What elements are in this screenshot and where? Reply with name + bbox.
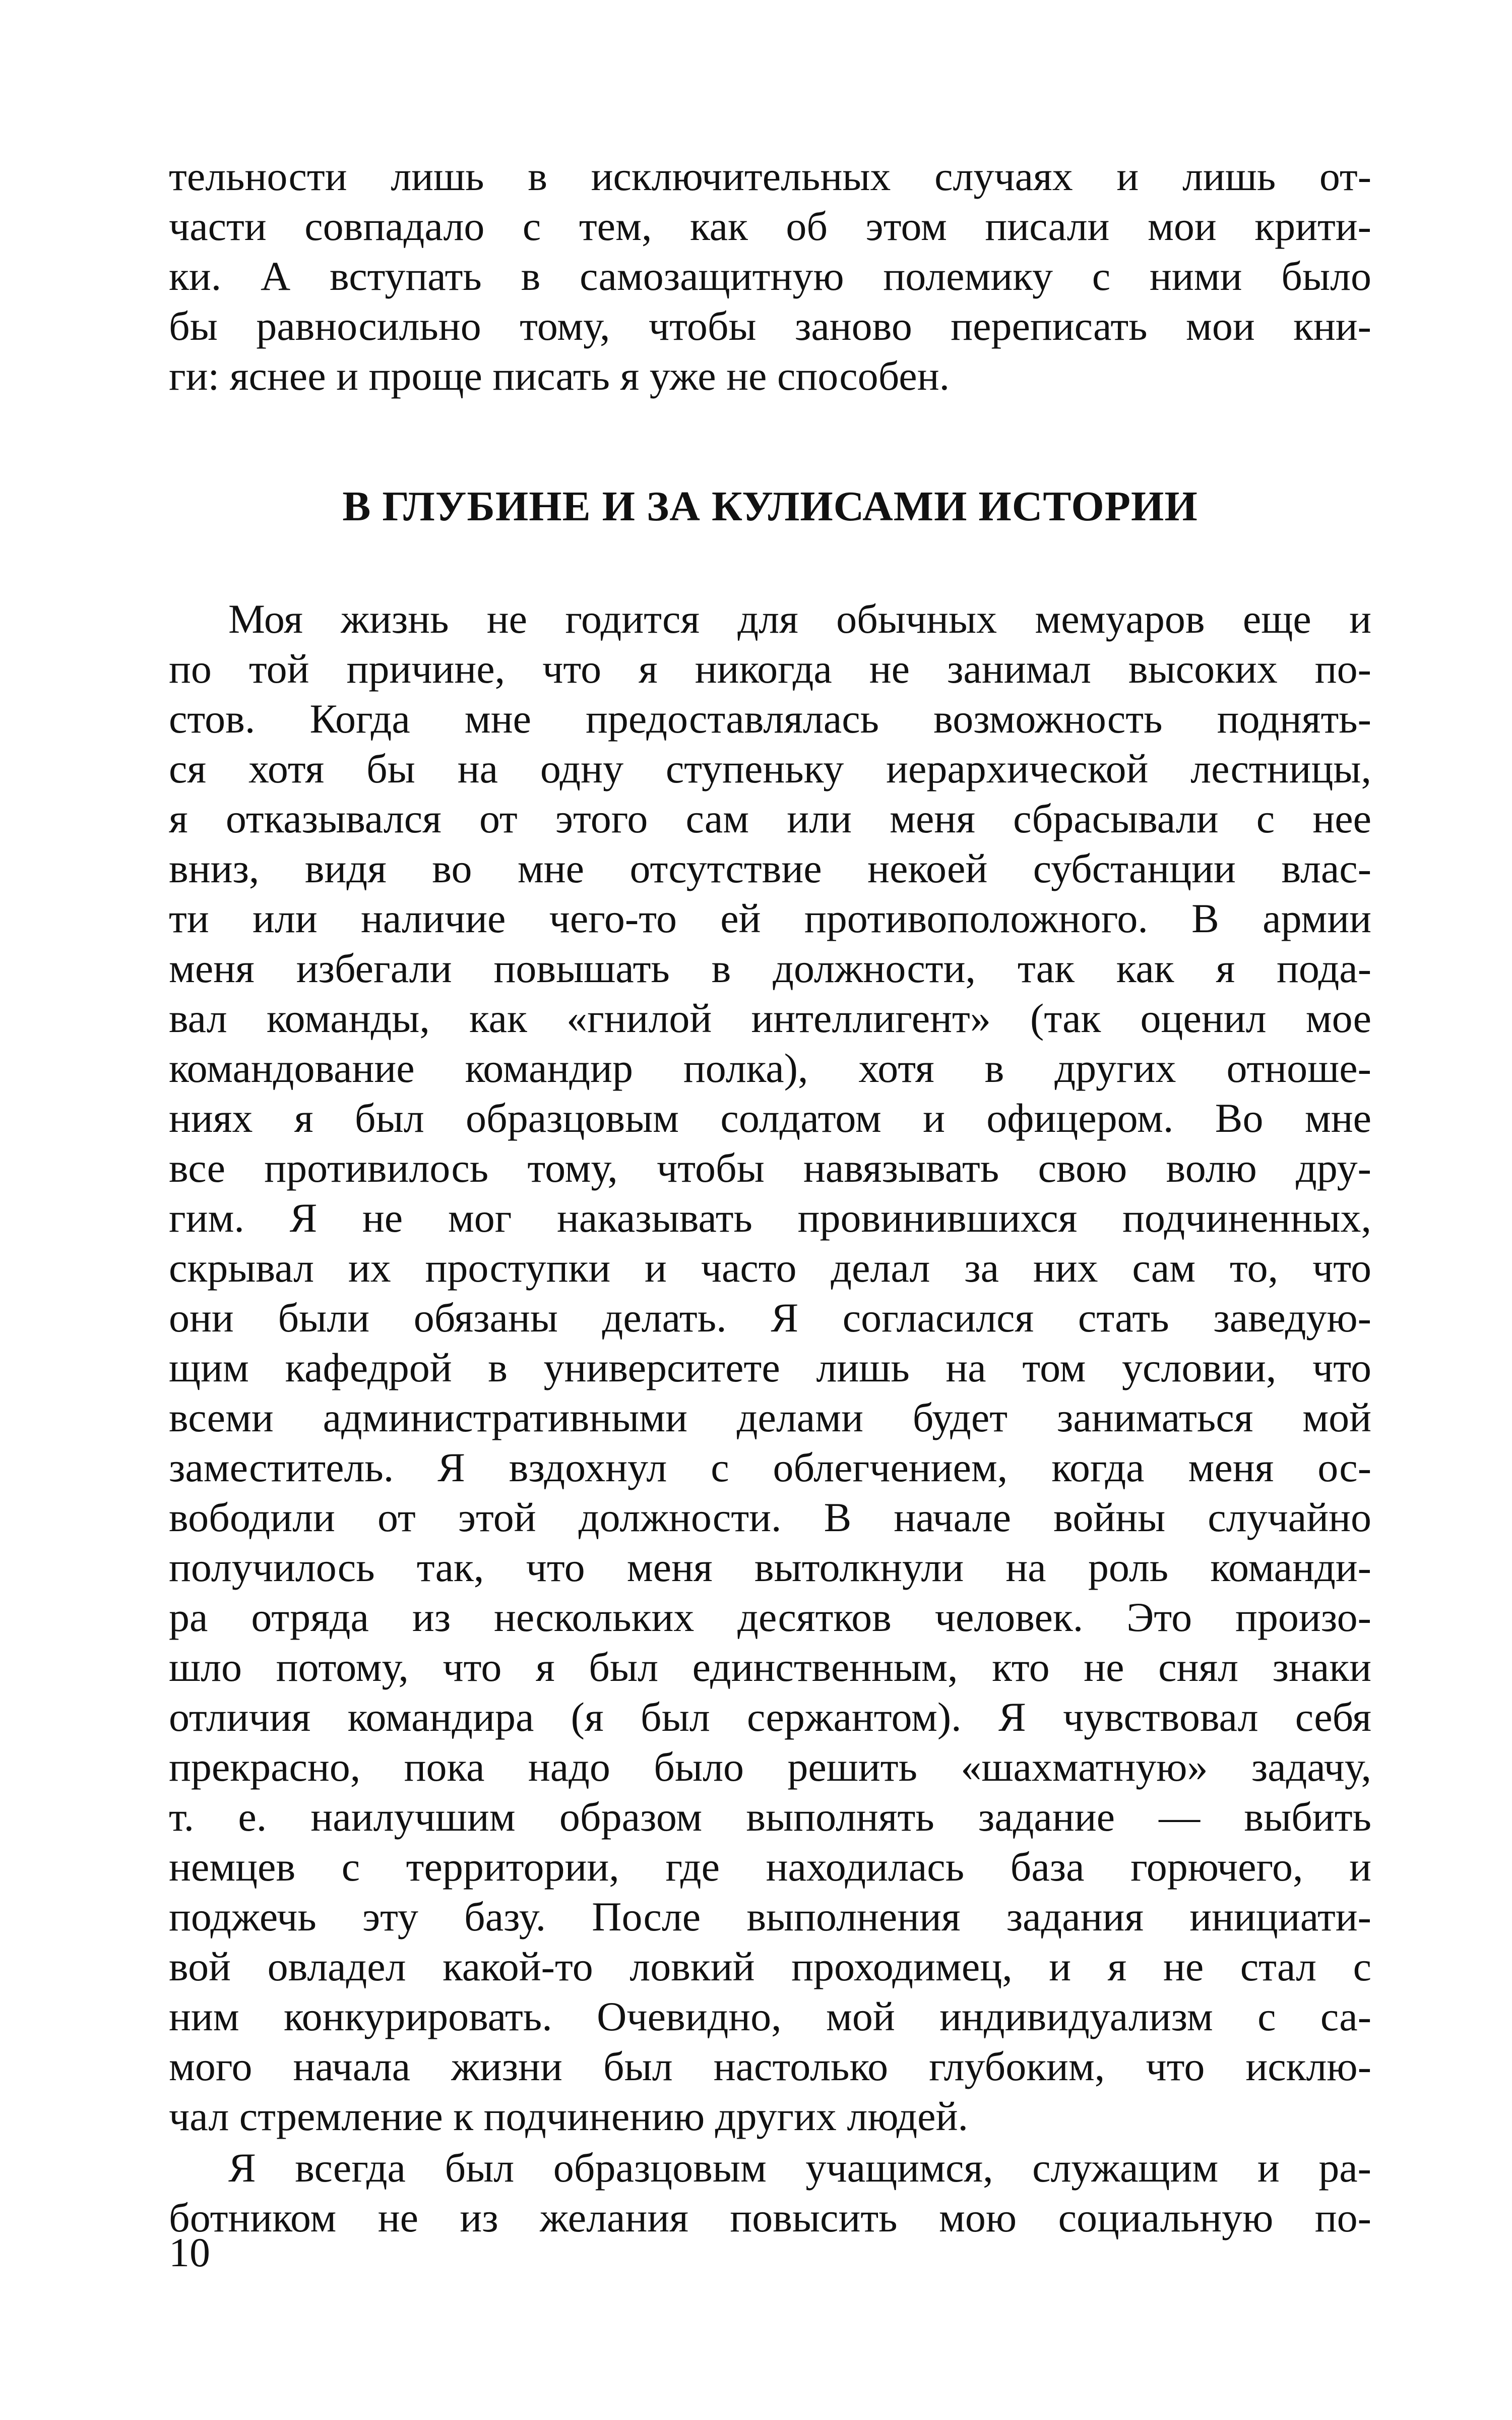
text-line: чал стремление к подчинению других людей. [169,2093,968,2139]
text-line: ра отряда из нескольких десятков человек. Это произо- [169,1594,1371,1640]
text-line: они были обязаны делать. Я согласился стать заведую- [169,1295,1371,1341]
text-line: немцев с территории, где находилась база горючего, и [169,1844,1371,1890]
text-line: ги: яснее и проще писать я уже не способен. [169,353,950,399]
text-line: всеми административными делами будет заниматься мой [169,1395,1371,1440]
text-line: части совпадало с тем, как об этом писали мои крити- [169,203,1371,249]
text-line: скрывал их проступки и часто делал за них сам то, что [169,1245,1371,1291]
text-line: т. е. наилучшим образом выполнять задание — выбить [169,1794,1371,1840]
page-number: 10 [169,2229,210,2275]
text-line: ботником не из желания повысить мою социальную по- [169,2195,1371,2241]
text-line: ти или наличие чего-то ей противоположного. В армии [169,895,1371,941]
text-line: ся хотя бы на одну ступеньку иерархической лестницы, [169,746,1371,792]
text-line: все противилось тому, чтобы навязывать свою волю дру- [169,1145,1371,1191]
text-line: вниз, видя во мне отсутствие некоей субстанции влас- [169,845,1371,891]
text-line: я отказывался от этого сам или меня сбрасывали с нее [169,796,1371,841]
text-line: ним конкурировать. Очевидно, мой индивидуализм с са- [169,1993,1371,2039]
text-line: поджечь эту базу. После выполнения задания инициати- [169,1894,1371,1940]
text-line: Моя жизнь не годится для обычных мемуаров еще и [228,596,1371,642]
text-line: получилось так, что меня вытолкнули на роль команди- [169,1544,1371,1590]
text-line: мого начала жизни был настолько глубоким, что исклю- [169,2043,1371,2089]
text-line: по той причине, что я никогда не занимал высоких по- [169,646,1371,692]
text-line: щим кафедрой в университете лишь на том условии, что [169,1345,1371,1390]
text-line: гим. Я не мог наказывать провинившихся подчиненных, [169,1195,1371,1241]
text-line: ки. А вступать в самозащитную полемику с ними было [169,253,1371,299]
text-line: отличия командира (я был сержантом). Я чувствовал себя [169,1694,1371,1740]
text-line: вободили от этой должности. В начале войны случайно [169,1494,1371,1540]
text-line: прекрасно, пока надо было решить «шахматную» задачу, [169,1744,1371,1790]
text-line: стов. Когда мне предоставлялась возможность поднять- [169,696,1371,742]
section-heading: В ГЛУБИНЕ И ЗА КУЛИСАМИ ИСТОРИИ [342,483,1198,530]
text-line: командование командир полка), хотя в других отноше- [169,1045,1371,1091]
text-line: заместитель. Я вздохнул с облегчением, когда меня ос- [169,1444,1371,1490]
text-line: бы равносильно тому, чтобы заново переписать мои кни- [169,303,1371,349]
text-line: тельности лишь в исключительных случаях и лишь от- [169,153,1371,199]
text-line: вой овладел какой-то ловкий проходимец, и я не стал с [169,1944,1371,1989]
text-line: меня избегали повышать в должности, так как я пода- [169,945,1371,991]
paragraph-2 [169,2143,1371,2243]
text-line: ниях я был образцовым солдатом и офицером. Во мне [169,1095,1371,1141]
text-line: Я всегда был образцовым учащимся, служащим и ра- [228,2145,1371,2191]
intro-paragraph [169,151,1371,401]
paragraph-1 [169,594,1371,2141]
text-line: шло потому, что я был единственным, кто не снял знаки [169,1644,1371,1690]
text-line: вал команды, как «гнилой интеллигент» (так оценил мое [169,995,1371,1041]
